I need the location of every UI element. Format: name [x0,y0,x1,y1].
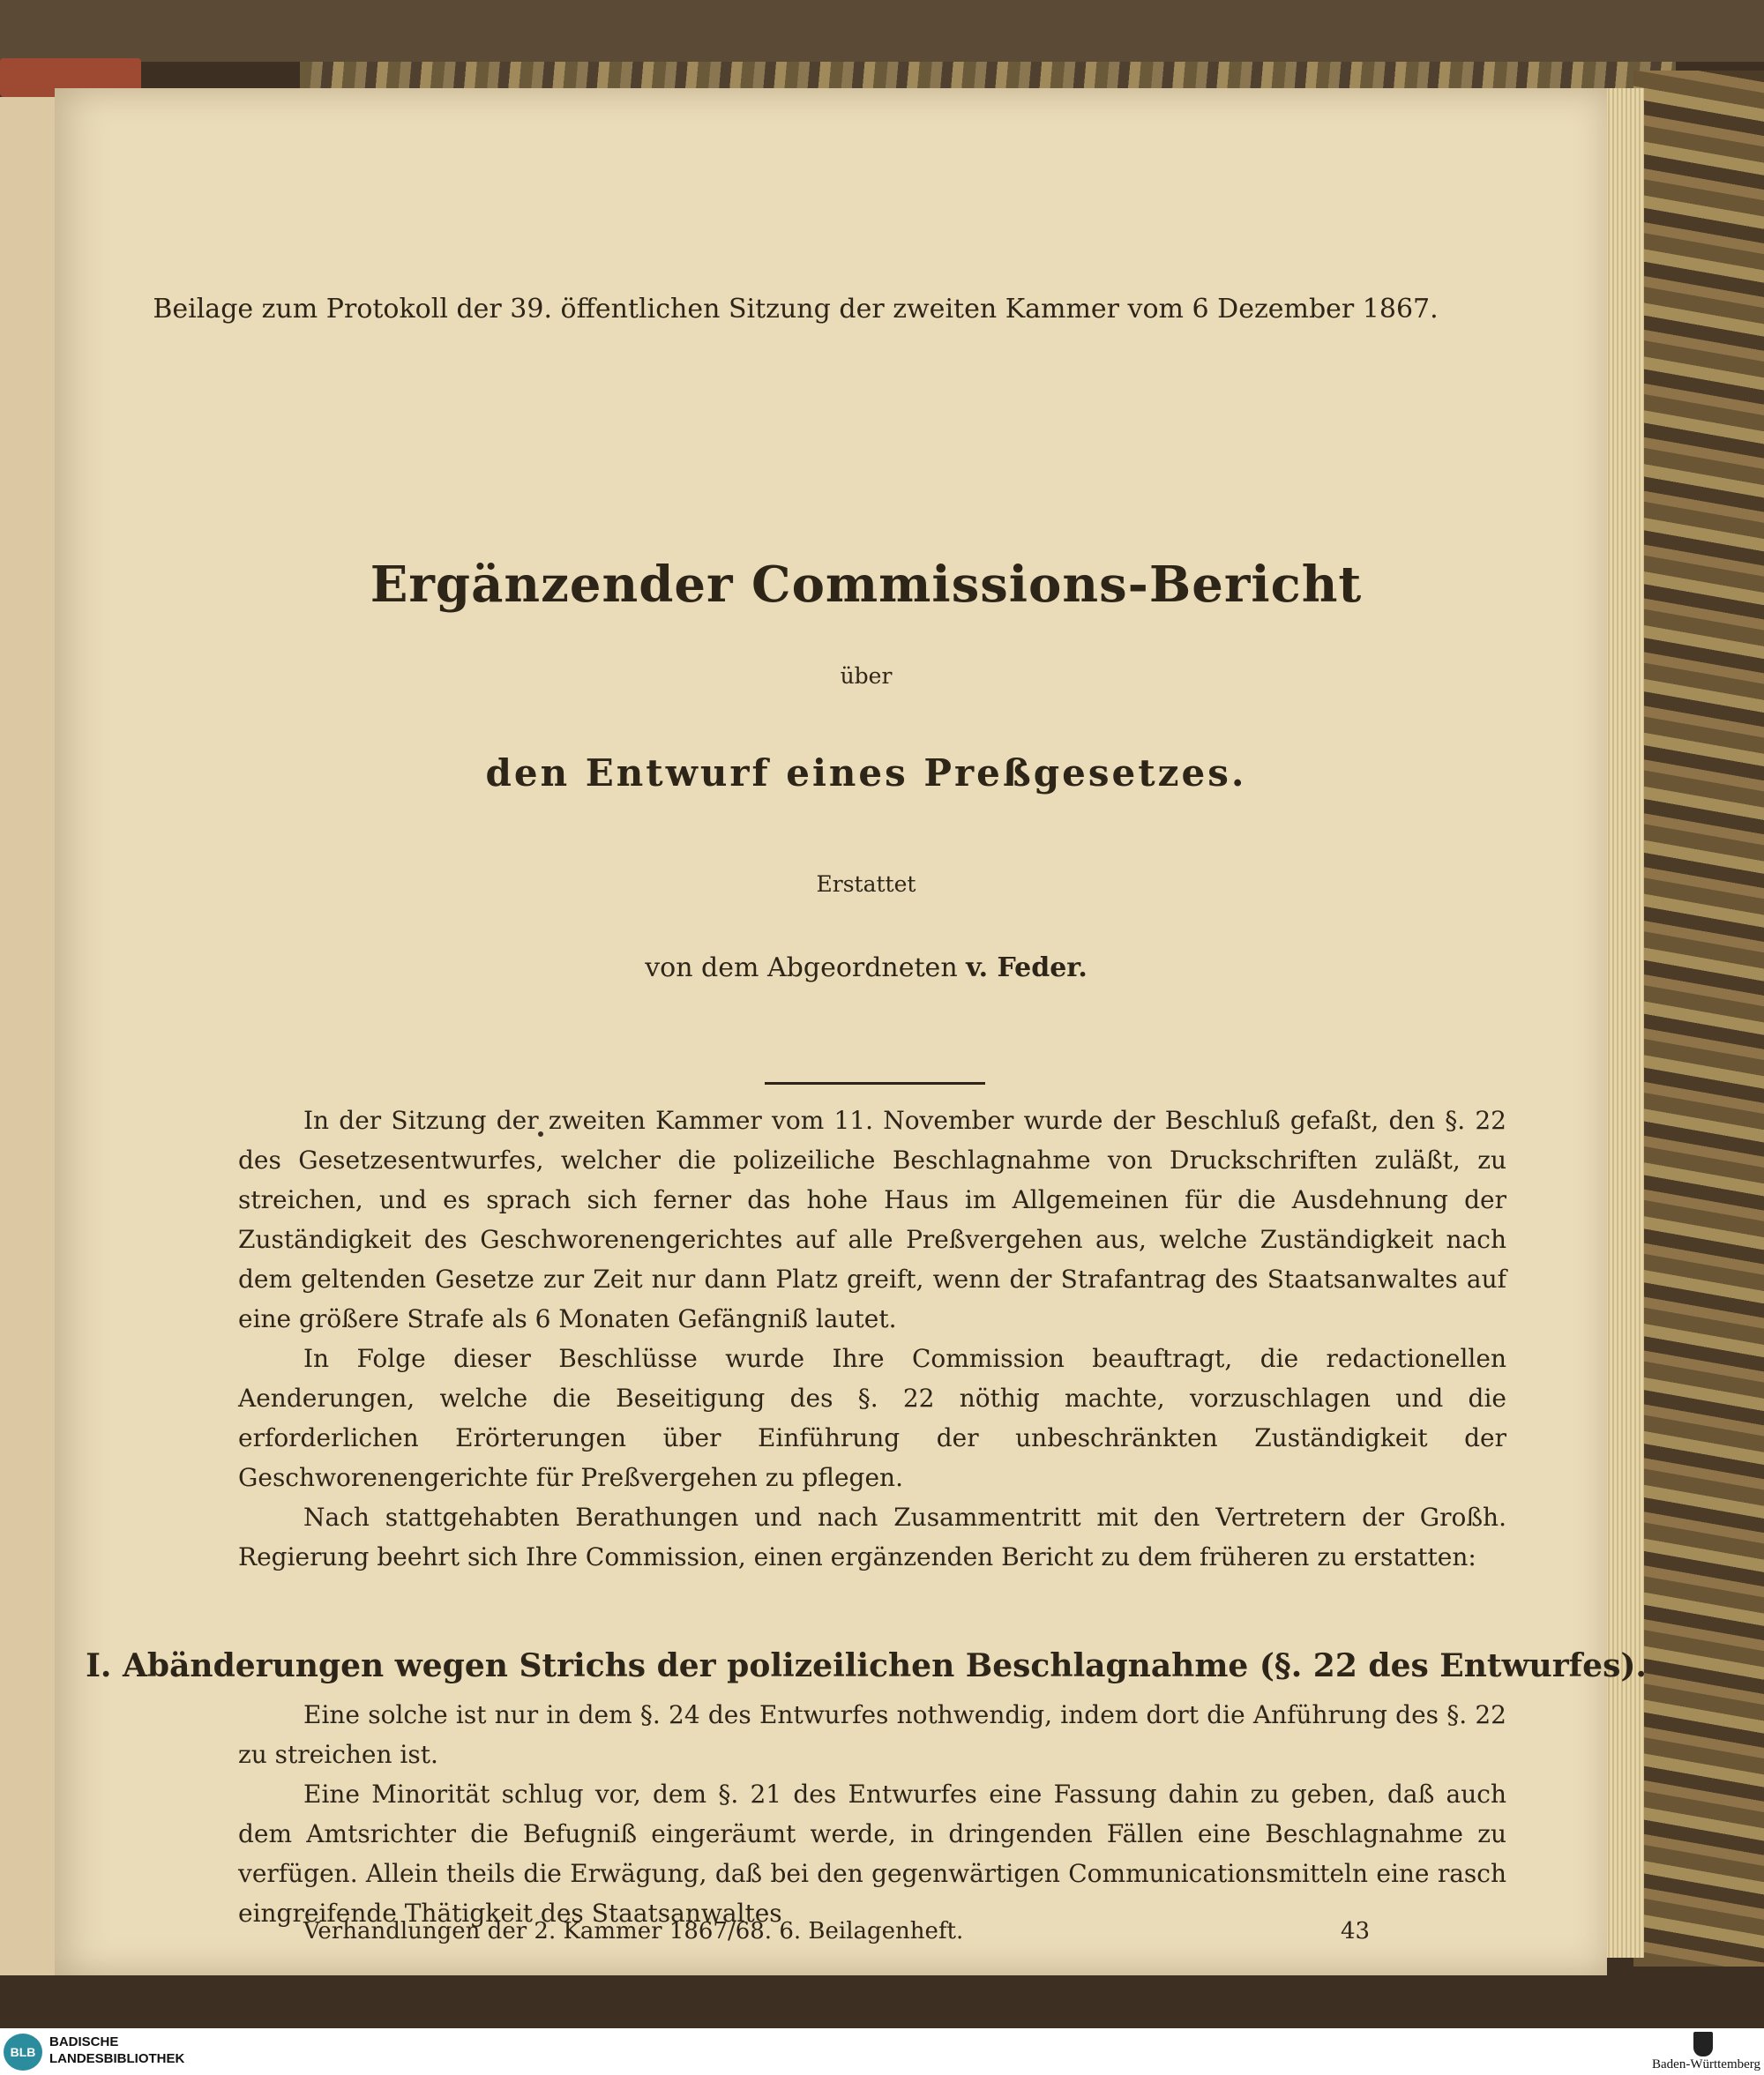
paragraph-3: Nach stattgehabten Berathungen und nach Zusammentritt mit den Vertretern der Großh. Regierung beehrt sich Ihre Commission, einen ergänzenden Bericht zu dem früheren zu erstatten: [238,1503,1506,1571]
state-label: Baden-Württemberg [1652,2057,1761,2071]
reported-by-label: Erstattet [816,871,916,897]
section-paragraph-1: Eine solche ist nur in dem §. 24 des Entwurfes nothwendig, indem dort die Anführung des §. 22 zu streichen ist. [238,1700,1506,1769]
section-paragraphs [238,1695,1506,1933]
book-page [55,88,1647,1975]
author-name: v. Feder. [966,952,1088,983]
blb-logo-icon[interactable]: BLB [4,2034,42,2071]
left-page-sliver [0,97,56,1975]
page-header: Beilage zum Protokoll der 39. öffentlichen Sitzung der zweiten Kammer vom 6 Dezember 1867. [153,294,1439,325]
title-preposition: über [840,663,893,689]
section-heading: I. Abänderungen wegen Strichs der polizeilichen Beschlagnahme (§. 22 des Entwurfes). [86,1647,1647,1684]
document-subtitle: den Entwurf eines Preßgesetzes. [485,751,1247,795]
coat-of-arms-icon [1693,2032,1713,2056]
library-name [49,2034,184,2067]
intro-paragraphs [238,1101,1506,1577]
paragraph-1: In der Sitzung der zweiten Kammer vom 11. November wurde der Beschluß gefaßt, den §. 22 des Gesetzesentwurfes, welcher die polizeiliche Beschlagnahme von Druckschriften zuläßt, zu streichen, und es sprach sich ferner das hohe Haus im Allgemeinen für die Ausdehnung der Zuständigkeit des Geschworenengerichtes auf alle Preßvergehen aus, welche Zuständigkeit nach dem geltenden Gesetze zur Zeit nur dann Platz greift, wenn der Strafantrag des Staatsanwaltes auf eine größere Strafe als 6 Monaten Gefängniß lautet. [238,1106,1506,1333]
section-paragraph-2: Eine Minorität schlug vor, dem §. 21 des Entwurfes eine Fassung dahin zu geben, daß auch dem Amtsrichter die Befugniß eingeräumt werde, in dringenden Fällen eine Beschlagnahme zu verfügen. Allein theils die Erwägung, daß bei den gegenwärtigen Communicationsmitteln eine rasch eingreifende Thätigkeit des Staatsanwaltes [238,1780,1506,1928]
document-title: Ergänzender Commissions-Bericht [370,556,1363,614]
paragraph-2: In Folge dieser Beschlüsse wurde Ihre Commission beauftragt, die redactionellen Aenderungen, welche die Beseitigung des §. 22 nöthig machte, vorzuschlagen und die erforderlichen Erörterungen über Einführung der unbeschränkten Zuständigkeit der Geschworenengerichte für Preßvergehen zu pflegen. [238,1344,1506,1492]
library-bar [0,2028,1764,2075]
library-name-line1: BADISCHE [49,2034,119,2049]
library-name-line2: LANDESBIBLIOTHEK [49,2051,185,2066]
page-footer-source: Verhandlungen der 2. Kammer 1867/68. 6. Beilagenheft. [303,1918,964,1944]
author-line [55,952,1678,983]
separator-rule [765,1082,985,1085]
book-top-edge [0,0,1764,62]
page-number: 43 [1341,1918,1371,1944]
author-prefix: von dem Abgeordneten [645,952,958,983]
